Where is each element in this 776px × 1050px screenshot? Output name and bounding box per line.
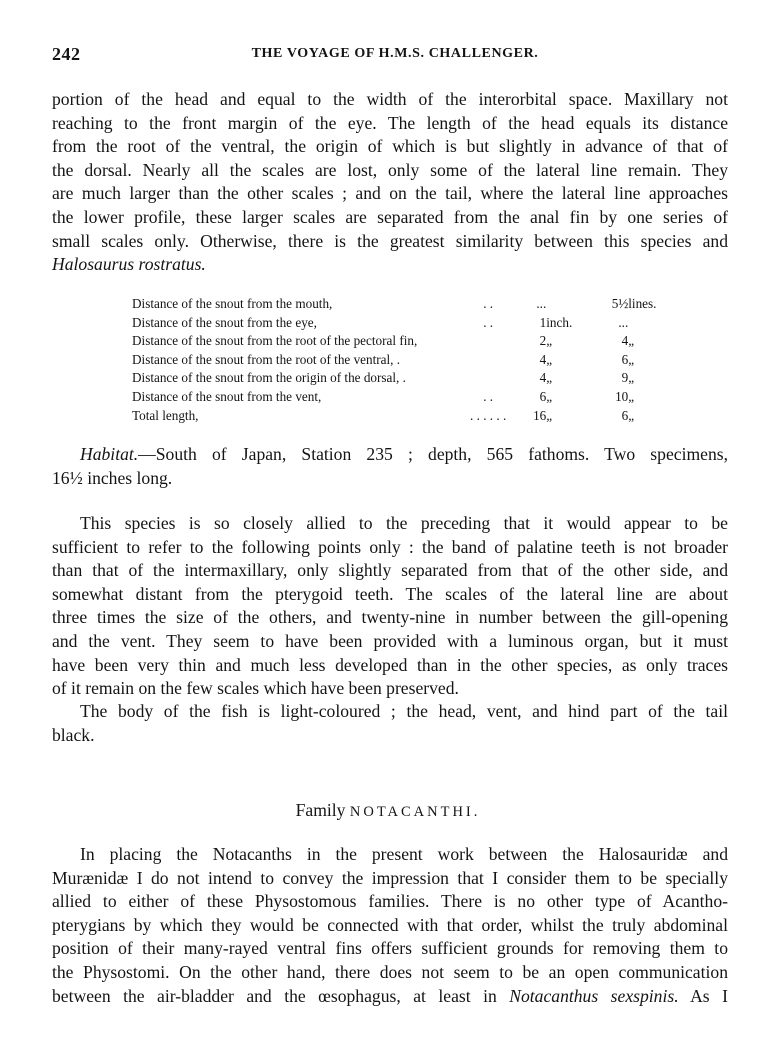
text-line <box>52 443 728 467</box>
measurement-label: Distance of the snout from the root of the pectoral fin, <box>132 333 418 349</box>
measurement-v2: 10 <box>615 388 629 404</box>
measurement-v1: 2 <box>539 333 547 349</box>
text-line: and the vent. They seem to have been provided with a luminous organ, but it must <box>52 630 728 651</box>
text-line: than that of the intermaxillary, only slightly separated from that of the other side, and <box>52 560 728 581</box>
measurement-v1: ... <box>536 296 547 311</box>
text-line: sufficient to refer to the following points only : the band of palatine teeth is not broader <box>52 536 728 557</box>
measurement-u2: lines. <box>628 296 657 311</box>
text-line: the dorsal. Nearly all the scales are lost, only some of the lateral line remain. They <box>52 159 728 180</box>
text-line: Murænidæ I do not intend to convey the impression that I consider them to be specially <box>52 867 728 888</box>
running-title: THE VOYAGE OF H.M.S. CHALLENGER. <box>251 46 539 61</box>
measurement-row <box>132 388 688 407</box>
measurement-u1: „ <box>546 351 553 367</box>
text-line: black. <box>52 724 95 745</box>
measurements-table <box>132 295 688 425</box>
measurement-row <box>132 407 688 426</box>
text-line: three times the size of the others, and twenty-nine in number between the gill-opening <box>52 607 728 628</box>
text-line: In placing the Notacanths in the present work between the Halosauridæ and <box>80 844 728 864</box>
measurement-row <box>132 314 688 333</box>
paragraph-habitat <box>52 443 728 490</box>
text-line: reaching to the front margin of the eye. The length of the head equals its distance <box>52 112 728 133</box>
paragraph-notacanthi <box>52 843 728 1008</box>
measurement-label: Total length, <box>132 407 199 423</box>
measurement-label: Distance of the snout from the origin of the dorsal, . <box>132 370 406 386</box>
paragraph-comparison <box>52 512 728 701</box>
measurement-v2: 6 <box>621 351 629 367</box>
measurement-u1: „ <box>546 407 553 423</box>
measurement-u1: „ <box>546 333 553 349</box>
measurement-v2: 9 <box>621 370 629 386</box>
measurement-v1: 16 <box>533 407 547 423</box>
text-line: small scales only. Otherwise, there is the greatest similarity between this species and <box>52 230 728 251</box>
text-line: position of their many-rayed ventral fins offers sufficient grounds for removing them to <box>52 938 728 959</box>
measurement-v2: 6 <box>621 407 629 423</box>
text-line: are much larger than the other scales ; and on the tail, where the lateral line approaches <box>52 183 728 204</box>
text-line: pterygians by which they would be connected with that order, whilst the truly abdominal <box>52 914 728 935</box>
page-header <box>52 44 738 64</box>
measurement-u2: „ <box>628 333 635 349</box>
family-prefix: Family <box>295 800 346 820</box>
species-name: Halosaurus rostratus. <box>52 254 206 275</box>
text-line: somewhat distant from the pterygoid teeth. The scales of the lateral line are about <box>52 583 728 604</box>
family-name: NOTACANTHI. <box>349 804 481 820</box>
measurement-v1: 1 <box>539 314 547 330</box>
measurement-dots: . . <box>483 296 494 311</box>
measurement-u2: „ <box>628 407 635 423</box>
paragraph-coloration <box>52 700 728 747</box>
text-line: of it remain on the few scales which have been preserved. <box>52 678 459 699</box>
measurement-dots: . . <box>483 388 494 404</box>
measurement-dots <box>470 369 506 388</box>
text-segment: As I <box>690 985 728 1006</box>
text-line <box>52 985 728 1009</box>
measurement-row <box>132 351 688 370</box>
habitat-text: —South of Japan, Station 235 ; depth, 565 fathoms. Two specimens, <box>138 444 728 464</box>
paragraph-description <box>52 88 728 277</box>
measurement-u1: inch. <box>546 314 573 330</box>
text-line: allied to either of these Physostomous families. There is no other type of Acantho- <box>52 891 728 912</box>
measurement-u1: „ <box>546 370 553 386</box>
measurement-label: Distance of the snout from the mouth, <box>132 296 333 311</box>
measurement-label: Distance of the snout from the vent, <box>132 388 322 404</box>
text-line: portion of the head and equal to the width of the interorbital space. Maxillary not <box>52 89 728 109</box>
measurement-v1: 6 <box>539 388 547 404</box>
text-line <box>52 253 728 277</box>
text-line: The body of the fish is light-coloured ; the head, vent, and hind part of the tail <box>80 701 728 721</box>
measurement-v1: 4 <box>539 351 547 367</box>
measurement-row <box>132 295 688 314</box>
text-line: This species is so closely allied to the preceding that it would appear to be <box>80 513 728 533</box>
text-line: 16½ inches long. <box>52 467 173 488</box>
measurement-v2: ... <box>618 314 629 330</box>
measurement-dots <box>470 332 506 351</box>
text-line: the Physostomi. On the other hand, there does not seem to be an open communication <box>52 961 728 982</box>
measurement-dots: . . . . . . <box>470 407 507 423</box>
measurement-row <box>132 369 688 388</box>
measurement-label: Distance of the snout from the eye, <box>132 314 317 330</box>
measurement-u2 <box>628 314 688 333</box>
measurement-v1: 4 <box>539 370 547 386</box>
measurement-u2: „ <box>628 351 635 367</box>
habitat-label: Habitat. <box>80 444 139 464</box>
measurement-u2: „ <box>628 370 635 386</box>
measurement-row <box>132 332 688 351</box>
page-number: 242 <box>52 44 81 64</box>
text-line: from the root of the ventral, the origin of which is but slightly in advance of that of <box>52 136 728 157</box>
text-line: the lower profile, these larger scales are separated from the anal fin by one series of <box>52 206 728 227</box>
text-line: have been very thin and much less developed than in the other species, as only traces <box>52 654 728 675</box>
measurement-v2: 5½ <box>611 296 629 311</box>
measurement-dots <box>470 351 506 370</box>
measurement-label: Distance of the snout from the root of the ventral, . <box>132 351 401 367</box>
measurement-u1 <box>546 295 594 314</box>
species-name: Notacanthus sexspinis. <box>509 985 679 1006</box>
text-segment: between the air-bladder and the œsophagus, at least in <box>52 985 497 1006</box>
family-heading <box>0 800 776 821</box>
measurement-u1: „ <box>546 388 553 404</box>
measurement-v2: 4 <box>621 333 629 349</box>
measurement-dots: . . <box>483 314 494 330</box>
measurement-u2: „ <box>628 388 635 404</box>
